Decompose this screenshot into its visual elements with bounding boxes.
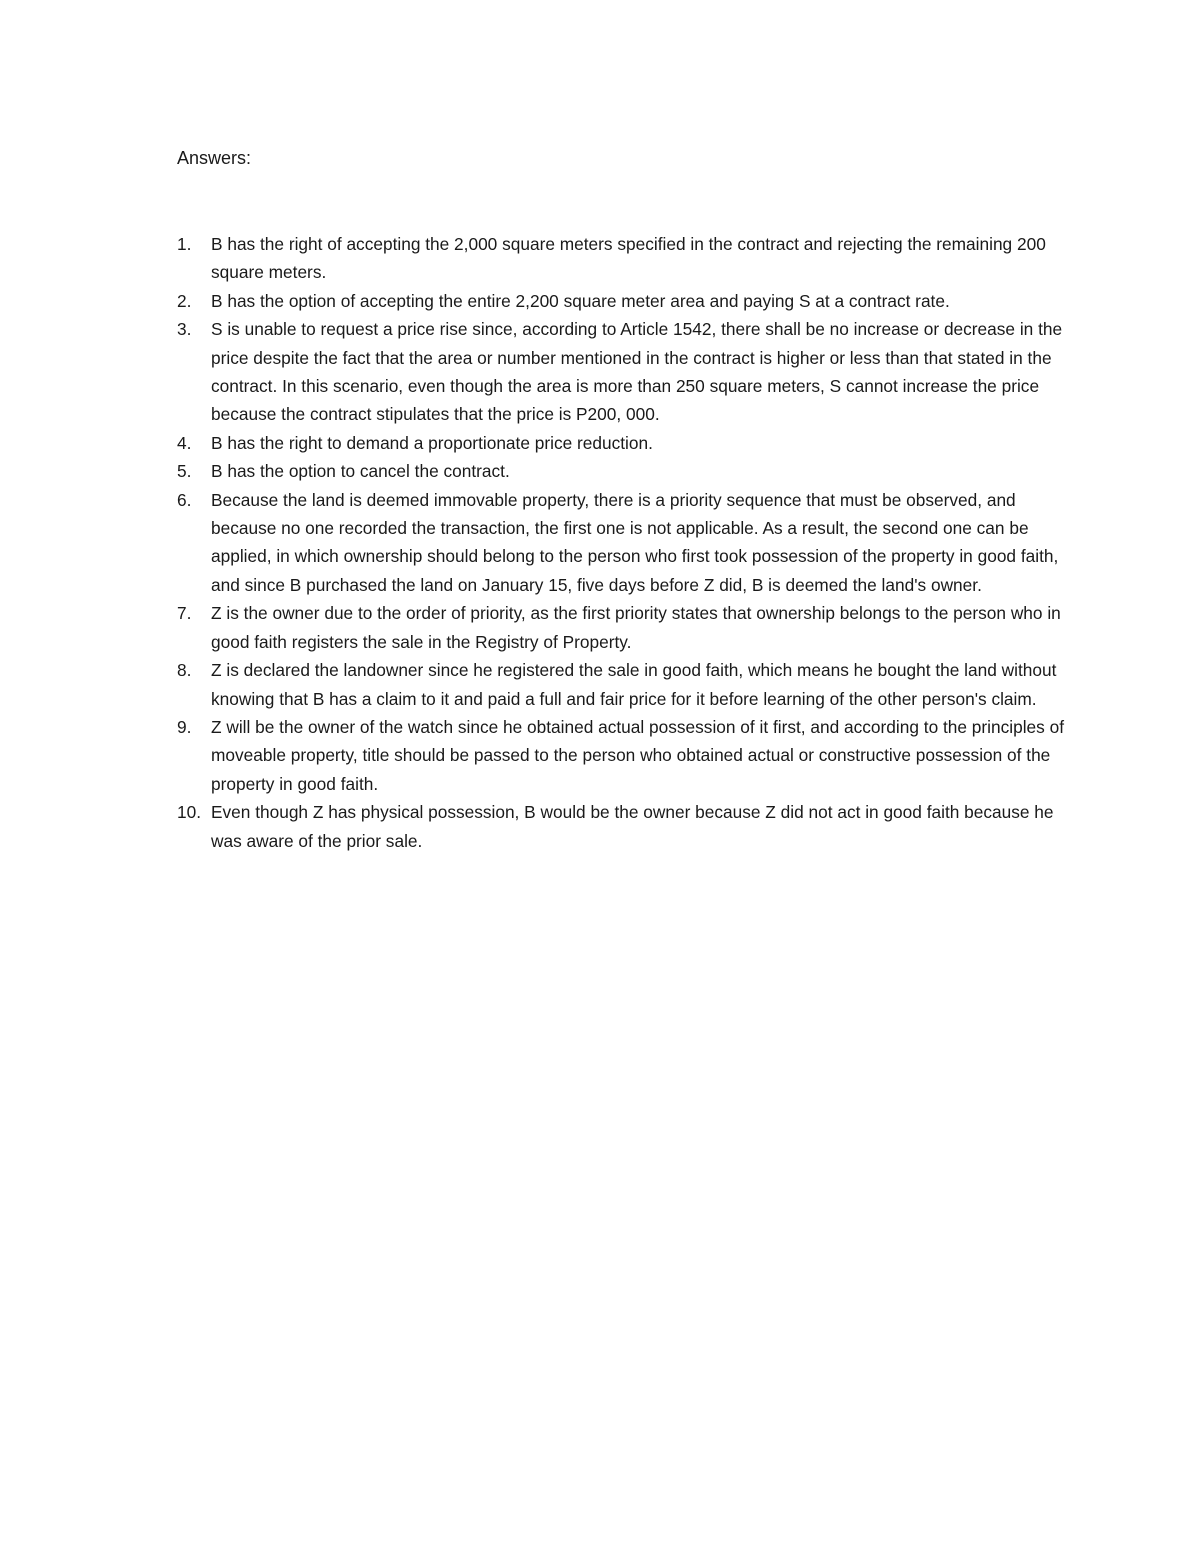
answer-text: Z will be the owner of the watch since he obtained actual possession of it first, and according to the principles of moveable property, title should be passed to the person who obtained actual or constructive possession of the property in good faith.: [211, 716, 1065, 794]
answer-number-label: 4.: [177, 432, 192, 453]
answer-text: B has the option of accepting the entire 2,200 square meter area and paying S at a contract rate.: [211, 290, 950, 311]
answer-number-label: 5.: [177, 461, 192, 482]
answer-item-2: [170, 287, 1075, 315]
answer-number: [170, 230, 211, 287]
answer-item-10: [170, 798, 1075, 855]
answer-number: [170, 429, 211, 457]
answer-item-3: [170, 315, 1075, 429]
answer-number: [170, 287, 211, 315]
answer-number-label: 2.: [177, 290, 192, 311]
answer-number: [170, 457, 211, 485]
answer-text: B has the right of accepting the 2,000 square meters specified in the contract and rejecting the remaining 200 square meters.: [211, 234, 1046, 283]
answer-text: S is unable to request a price rise since, according to Article 1542, there shall be no increase or decrease in the price despite the fact that the area or number mentioned in the contract is higher or less than that stated in the contract. In this scenario, even though the area is more than 250 square meters, S cannot increase the price because the contract stipulates that the price is P200, 000.: [211, 319, 1063, 425]
answer-text: Z is declared the landowner since he registered the sale in good faith, which means he bought the land without knowing that B has a claim to it and paid a full and fair price for it before learning of the other person's claim.: [211, 660, 1057, 709]
answer-text: Even though Z has physical possession, B would be the owner because Z did not act in good faith because he was aware of the prior sale.: [211, 802, 1054, 851]
answer-number: [170, 486, 211, 600]
answer-number: [170, 798, 211, 855]
answer-item-5: [170, 457, 1075, 485]
answer-item-6: [170, 486, 1075, 600]
answer-item-4: [170, 429, 1075, 457]
answer-number-label: 3.: [177, 319, 192, 340]
answer-item-7: [170, 599, 1075, 656]
answer-item-1: [170, 230, 1075, 287]
answer-item-9: [170, 713, 1075, 798]
answer-text: B has the right to demand a proportionate price reduction.: [211, 432, 653, 453]
answer-number: [170, 599, 211, 656]
answer-number-label: 8.: [177, 660, 192, 681]
answer-number: [170, 656, 211, 713]
answer-number-label: 10.: [177, 802, 202, 823]
answer-number-label: 1.: [177, 234, 192, 254]
answers-list: [170, 230, 1075, 855]
answer-number-label: 6.: [177, 489, 192, 510]
answer-item-8: [170, 656, 1075, 713]
answer-text: B has the option to cancel the contract.: [211, 461, 510, 482]
answer-number-label: 9.: [177, 716, 192, 737]
answer-number-label: 7.: [177, 603, 192, 624]
page-heading: Answers:: [177, 148, 252, 168]
answer-number: [170, 713, 211, 798]
answer-number: [170, 315, 211, 429]
answer-text: Because the land is deemed immovable property, there is a priority sequence that must be observed, and because no one recorded the transaction, the first one is not applicable. As a result, the second one can be applied, in which ownership should belong to the person who first took possession of the property in good faith, and since B purchased the land on January 15, five days before Z did, B is deemed the land's owner.: [211, 489, 1059, 595]
answer-text: Z is the owner due to the order of priority, as the first priority states that ownership belongs to the person who in good faith registers the sale in the Registry of Property.: [211, 603, 1061, 652]
